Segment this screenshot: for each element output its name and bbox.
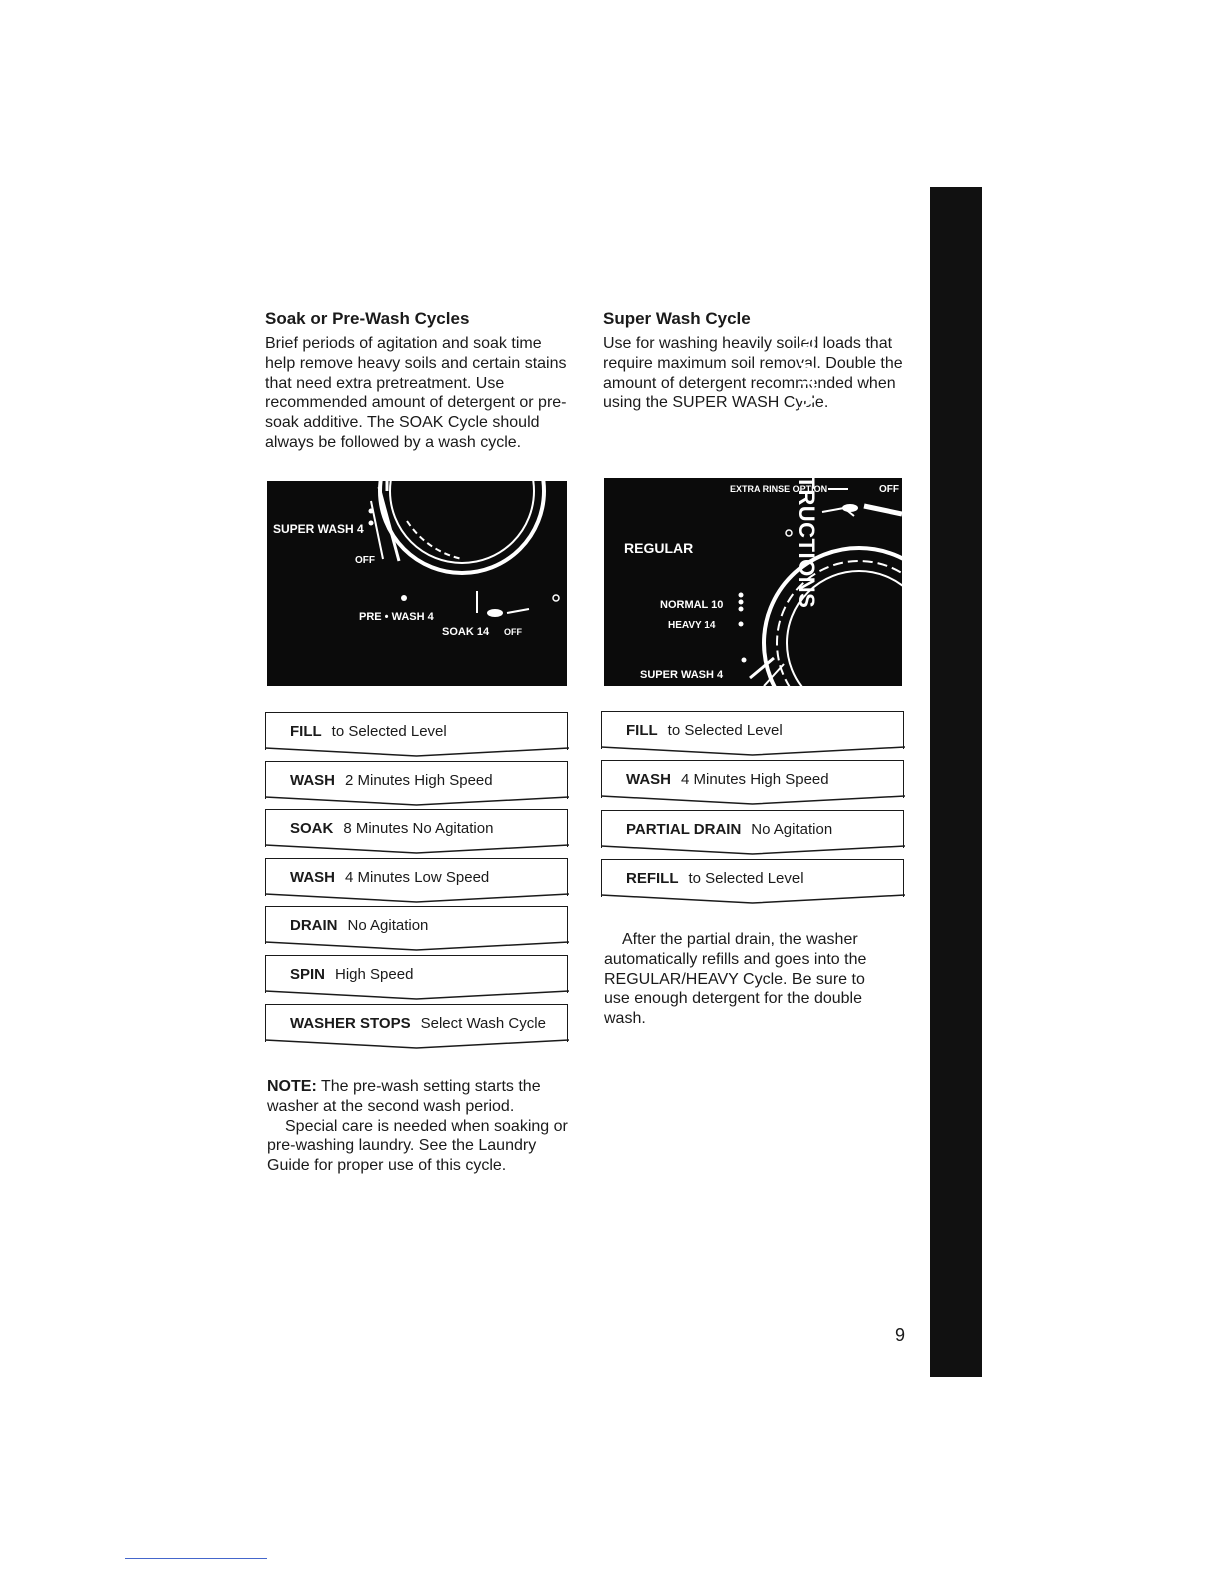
step-value: to Selected Level: [688, 869, 804, 887]
super-wash-description: Use for washing heavily soiled loads that require maximum soil removal. Double the amount of detergent recommended when using the SUPER WASH Cycle.: [603, 335, 903, 412]
step-box: [265, 761, 568, 799]
side-tab-label: OPERATING INSTRUCTIONS: [794, 297, 819, 609]
soak-description: Brief periods of agitation and soak time help remove heavy soils and certain stains that need extra pretreatment. Use recommended amount of detergent or pre-soak additive. The SOAK Cycle should always be followed by a wash cycle.: [265, 335, 567, 451]
step-arrow: [264, 989, 571, 1001]
step-arrow: [264, 746, 571, 758]
after-text: After the partial drain, the washer automatically refills and goes into the REGULAR/HEAVY Cycle. Be sure to use enough detergent for the double wash.: [604, 931, 867, 1028]
step-key: SOAK: [290, 820, 334, 838]
normal-label: NORMAL 10: [660, 599, 724, 611]
step-arrow: [264, 940, 571, 952]
step-value: Select Wash Cycle: [420, 1014, 546, 1032]
note-text: The pre-wash setting starts the washer at the second wash period.: [267, 1078, 541, 1115]
step-box: [601, 711, 904, 749]
step-key: DRAIN: [290, 917, 338, 935]
step-value: 4 Minutes High Speed: [681, 771, 829, 789]
step-key: PARTIAL DRAIN: [626, 820, 742, 838]
step-key: WASH: [626, 771, 671, 789]
super-wash-dial-label: SUPER WASH 4: [640, 669, 724, 681]
step-box: [265, 858, 568, 896]
step-value: 2 Minutes High Speed: [345, 771, 493, 789]
step-value: 4 Minutes Low Speed: [345, 868, 490, 886]
step-value: to Selected Level: [331, 723, 447, 740]
soak-dial-super-wash-label: SUPER WASH 4: [273, 522, 364, 536]
note-label: NOTE:: [267, 1078, 317, 1095]
step-box: [265, 809, 568, 847]
soak-note: [267, 1077, 579, 1176]
step-arrow: [264, 795, 571, 807]
step-box: [265, 955, 568, 993]
step-arrow: [264, 843, 571, 855]
step-key: SPIN: [290, 966, 326, 983]
step-key: REFILL: [626, 869, 679, 887]
step-box: [265, 1004, 568, 1042]
soak-dial-pre-wash-label: PRE • WASH 4: [359, 611, 434, 623]
step-box: [265, 906, 568, 944]
step-arrow: [600, 893, 907, 905]
step-key: WASHER STOPS: [290, 1014, 411, 1032]
soak-dial-soak-label: SOAK 14: [442, 626, 490, 638]
super-wash-heading: Super Wash Cycle: [603, 309, 751, 328]
step-arrow: [600, 745, 907, 757]
step-value: High Speed: [335, 966, 414, 983]
step-key: WASH: [290, 868, 335, 886]
after-partial-drain-text: [604, 930, 894, 1029]
super-wash-dial-illustration: [604, 478, 902, 686]
step-arrow: [600, 844, 907, 856]
soak-heading: Soak or Pre-Wash Cycles: [265, 309, 470, 328]
heavy-label: HEAVY 14: [668, 620, 716, 631]
soak-dial-off-top-label: OFF: [355, 555, 375, 566]
step-box: [265, 712, 568, 750]
soak-dial-illustration: [267, 481, 567, 686]
step-box: [601, 859, 904, 897]
step-box: [601, 810, 904, 848]
step-box: [601, 760, 904, 798]
step-key: FILL: [626, 722, 658, 739]
note-text-2: Special care is needed when soaking or pre-washing laundry. See the Laundry Guide for proper use of this cycle.: [267, 1117, 568, 1175]
regular-label: REGULAR: [624, 540, 694, 556]
page-number: 9: [895, 1325, 906, 1345]
step-value: 8 Minutes No Agitation: [343, 820, 494, 838]
step-value: No Agitation: [347, 917, 429, 935]
extra-rinse-option-label: EXTRA RINSE OPTION: [730, 484, 828, 494]
step-arrow: [264, 1038, 571, 1050]
step-key: WASH: [290, 771, 335, 789]
step-value: to Selected Level: [667, 722, 783, 739]
extra-rinse-off-label: OFF: [879, 484, 899, 495]
step-value: No Agitation: [751, 820, 833, 838]
footer-line: [125, 1558, 267, 1559]
step-key: FILL: [290, 723, 322, 740]
step-arrow: [600, 794, 907, 806]
step-arrow: [264, 892, 571, 904]
soak-dial-off-bottom-label: OFF: [504, 627, 522, 637]
